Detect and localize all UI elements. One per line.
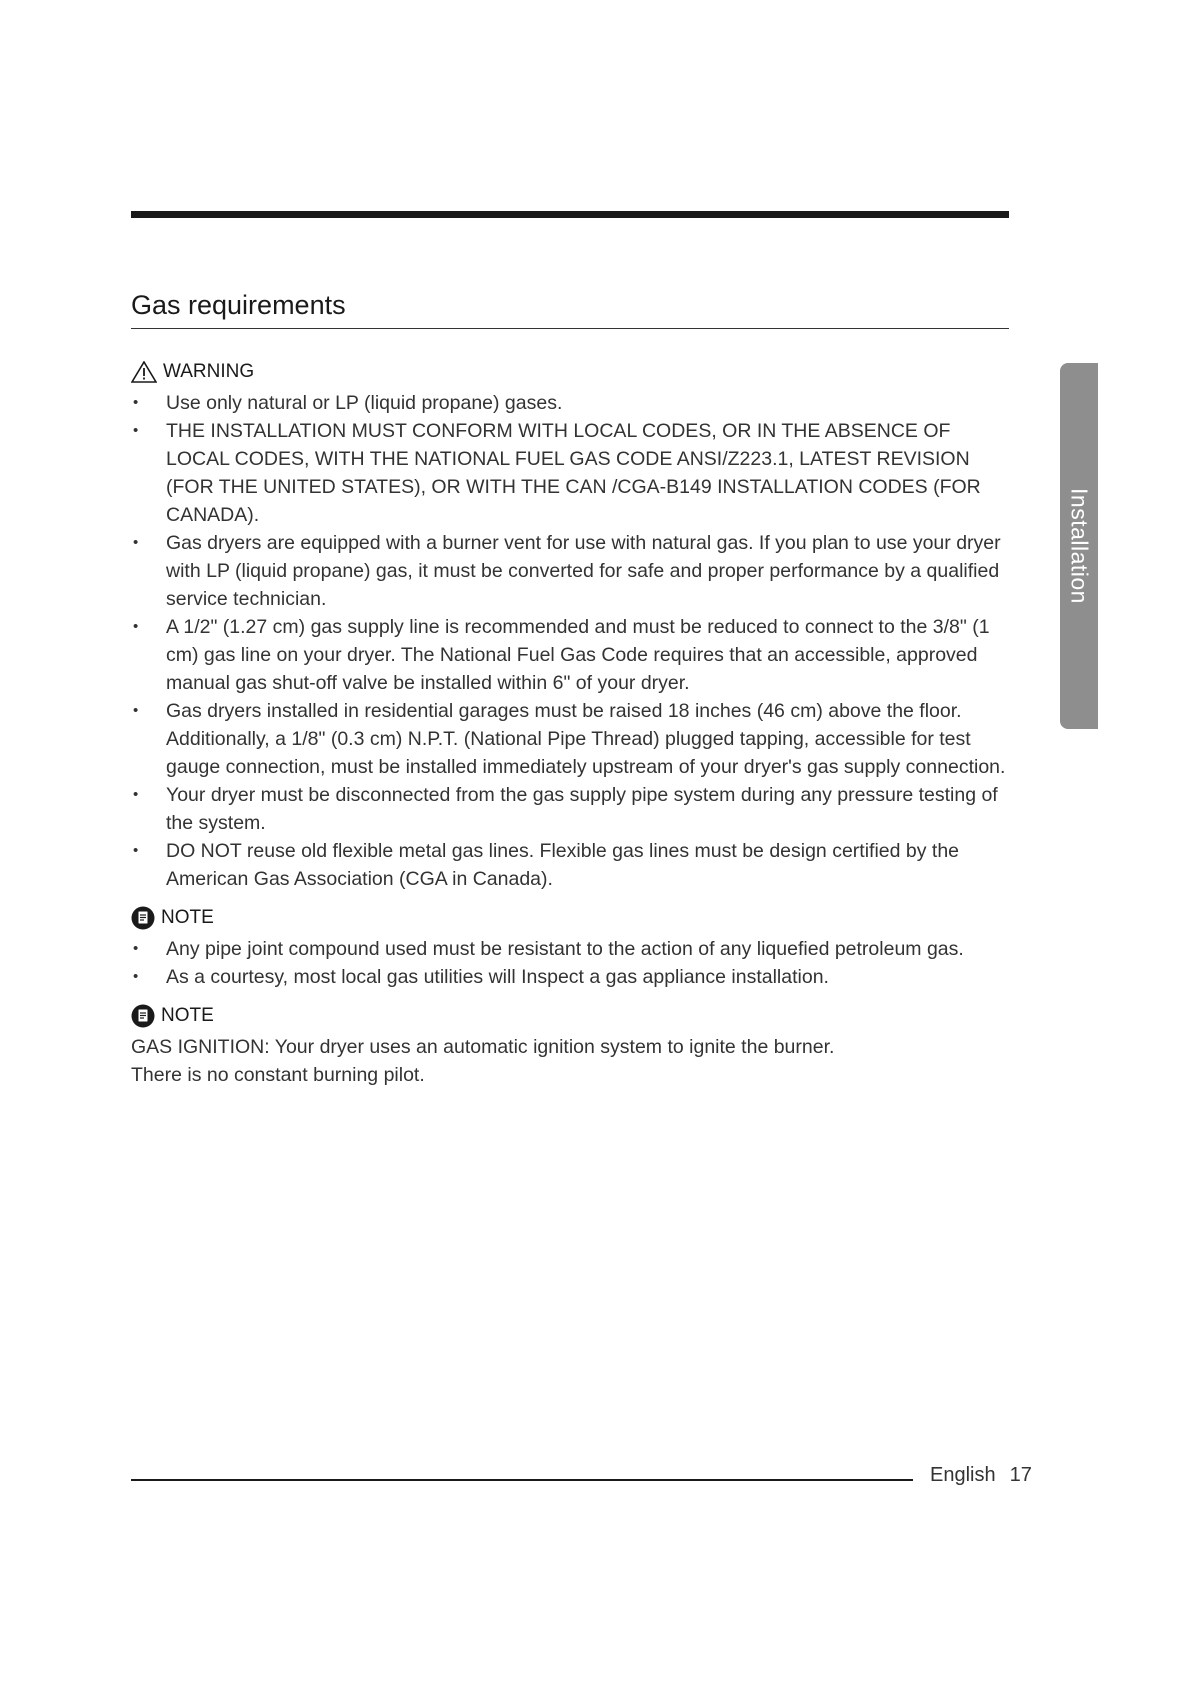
note-text: There is no constant burning pilot. — [131, 1064, 425, 1086]
note-icon — [131, 906, 155, 930]
warning-label: WARNING — [163, 361, 255, 382]
top-rule — [131, 211, 1009, 218]
warning-item: • THE INSTALLATION MUST CONFORM WITH LOCAL CODES, OR IN THE ABSENCE OF LOCAL CODES, WITH THE NATIONAL FUEL GAS CODE ANSI/Z223.1, LATEST REVISION (FOR THE UNITED STATES), OR WITH THE CAN /CGA-B149 INSTALLATION CODES (FOR CANADA). — [131, 417, 1011, 529]
warning-list — [131, 389, 1011, 893]
warning-item: • Gas dryers installed in residential garages must be raised 18 inches (46 cm) above the floor. — [131, 697, 1011, 725]
note-text: GAS IGNITION: Your dryer uses an automatic ignition system to ignite the burner. — [131, 1036, 835, 1058]
section-side-tab — [1060, 363, 1098, 729]
warning-heading — [131, 357, 1011, 387]
warning-item: • DO NOT reuse old flexible metal gas lines. Flexible gas lines must be design certified by the American Gas Association (CGA in Canada). — [131, 837, 1011, 893]
footer-language: English — [930, 1464, 996, 1486]
note-heading — [131, 903, 1011, 933]
warning-item: • A 1/2" (1.27 cm) gas supply line is recommended and must be reduced to connect to the 3/8" (1 cm) gas line on your dryer. The National Fuel Gas Code requires that an accessible, approved manual gas shut-off valve be installed within 6" of your dryer. — [131, 613, 1011, 697]
note-item: • Any pipe joint compound used must be resistant to the action of any liquefied petroleum gas. — [131, 935, 1011, 963]
content — [131, 357, 1011, 1089]
side-tab-label: Installation — [1066, 488, 1093, 604]
footer-rule — [131, 1479, 913, 1481]
note-list — [131, 935, 1011, 991]
warning-item: • Gas dryers are equipped with a burner vent for use with natural gas. If you plan to use your dryer with LP (liquid propane) gas, it must be converted for safe and proper performance by a qualified service technician. — [131, 529, 1011, 613]
warning-triangle-icon — [131, 361, 157, 383]
warning-item: • Use only natural or LP (liquid propane) gases. — [131, 389, 1011, 417]
note-label: NOTE — [161, 907, 214, 928]
warning-continuation: Additionally, a 1/8" (0.3 cm) N.P.T. (National Pipe Thread) plugged tapping, accessible for test gauge connection, must be installed immediately upstream of your dryer's gas supply connection. — [166, 728, 1006, 778]
page-title: Gas requirements — [131, 290, 346, 320]
page-number: 17 — [1009, 1464, 1032, 1486]
note-icon — [131, 1004, 155, 1028]
note-label: NOTE — [161, 1005, 214, 1026]
note-heading-2 — [131, 1001, 1011, 1031]
warning-item: • Your dryer must be disconnected from the gas supply pipe system during any pressure testing of the system. — [131, 781, 1011, 837]
note-item: • As a courtesy, most local gas utilities will Inspect a gas appliance installation. — [131, 963, 1011, 991]
footer — [930, 1464, 1032, 1487]
title-divider — [131, 328, 1009, 329]
